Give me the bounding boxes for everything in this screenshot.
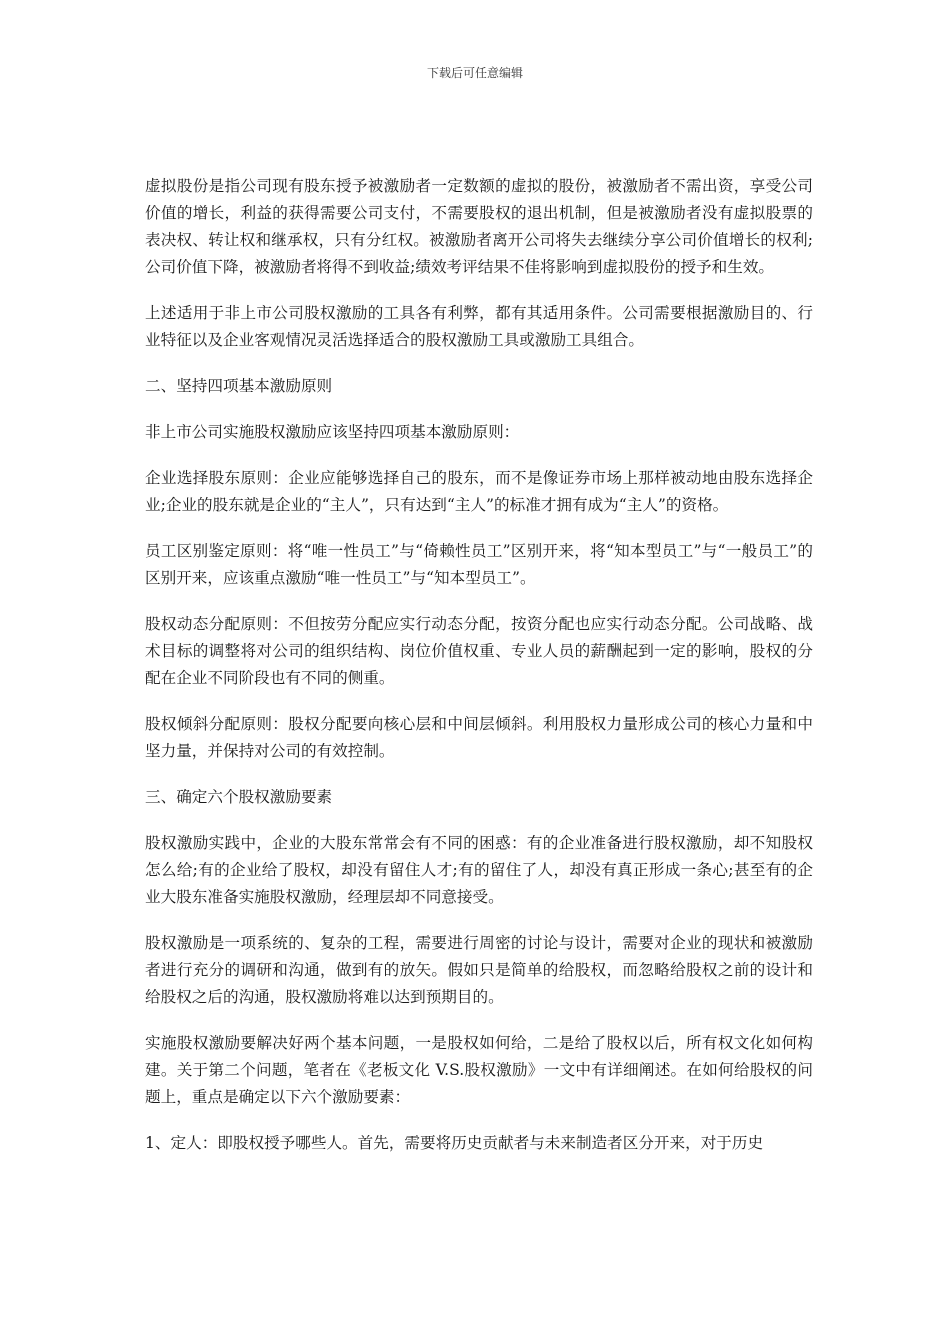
paragraph-tools-summary: 上述适用于非上市公司股权激励的工具各有利弊，都有其适用条件。公司需要根据激励目的、行业特征以及企业客观情况灵活选择适合的股权激励工具或激励工具组合。 [145, 304, 813, 349]
paragraph-systematic-project: 股权激励是一项系统的、复杂的工程，需要进行周密的讨论与设计，需要对企业的现状和被激励者进行充分的调研和沟通，做到有的放矢。假如只是简单的给股权，而忽略给股权之前的设计和给股权之后的沟通，股权激励将难以达到预期目的。 [145, 934, 813, 1006]
paragraph-shareholder-confusion: 股权激励实践中，企业的大股东常常会有不同的困惑：有的企业准备进行股权激励，却不知股权怎么给;有的企业给了股权，却没有留住人才;有的留住了人，却没有真正形成一条心;甚至有的企业大股东准备实施股权激励，经理层却不同意接受。 [145, 834, 813, 906]
document-body [145, 173, 813, 1176]
paragraph-define-people: 1、定人：即股权授予哪些人。首先，需要将历史贡献者与未来制造者区分开来，对于历史 [145, 1134, 764, 1152]
paragraph-tilted-allocation: 股权倾斜分配原则：股权分配要向核心层和中间层倾斜。利用股权力量形成公司的核心力量和中坚力量，并保持对公司的有效控制。 [145, 715, 813, 760]
section-heading-elements: 三、确定六个股权激励要素 [145, 788, 333, 806]
page-header: 下载后可任意编辑 [426, 66, 523, 80]
paragraph-dynamic-allocation: 股权动态分配原则：不但按劳分配应实行动态分配，按资分配也应实行动态分配。公司战略、战术目标的调整将对公司的组织结构、岗位价值权重、专业人员的薪酬起到一定的影响，股权的分配在企业不同阶段也有不同的侧重。 [145, 615, 813, 687]
paragraph-virtual-shares: 虚拟股份是指公司现有股东授予被激励者一定数额的虚拟的股份，被激励者不需出资，享受公司价值的增长，利益的获得需要公司支付，不需要股权的退出机制，但是被激励者没有虚拟股票的表决权、转让权和继承权，只有分红权。被激励者离开公司将失去继续分享公司价值增长的权利;公司价值下降，被激励者将得不到收益;绩效考评结果不佳将影响到虚拟股份的授予和生效。 [145, 177, 813, 276]
section-heading-principles: 二、坚持四项基本激励原则 [145, 377, 333, 395]
paragraph-employee-distinction: 员工区别鉴定原则：将“唯一性员工”与“倚赖性员工”区别开来，将“知本型员工”与“一般员工”的区别开来，应该重点激励“唯一性员工”与“知本型员工”。 [145, 542, 813, 587]
paragraph-shareholder-selection: 企业选择股东原则：企业应能够选择自己的股东，而不是像证券市场上那样被动地由股东选择企业;企业的股东就是企业的“主人”，只有达到“主人”的标准才拥有成为“主人”的资格。 [145, 469, 813, 514]
paragraph-two-questions: 实施股权激励要解决好两个基本问题，一是股权如何给，二是给了股权以后，所有权文化如何构建。关于第二个问题，笔者在《老板文化 V.S.股权激励》一文中有详细阐述。在如何给股权的问题上，重点是确定以下六个激励要素： [145, 1034, 813, 1106]
paragraph-principles-intro: 非上市公司实施股权激励应该坚持四项基本激励原则： [145, 423, 520, 441]
